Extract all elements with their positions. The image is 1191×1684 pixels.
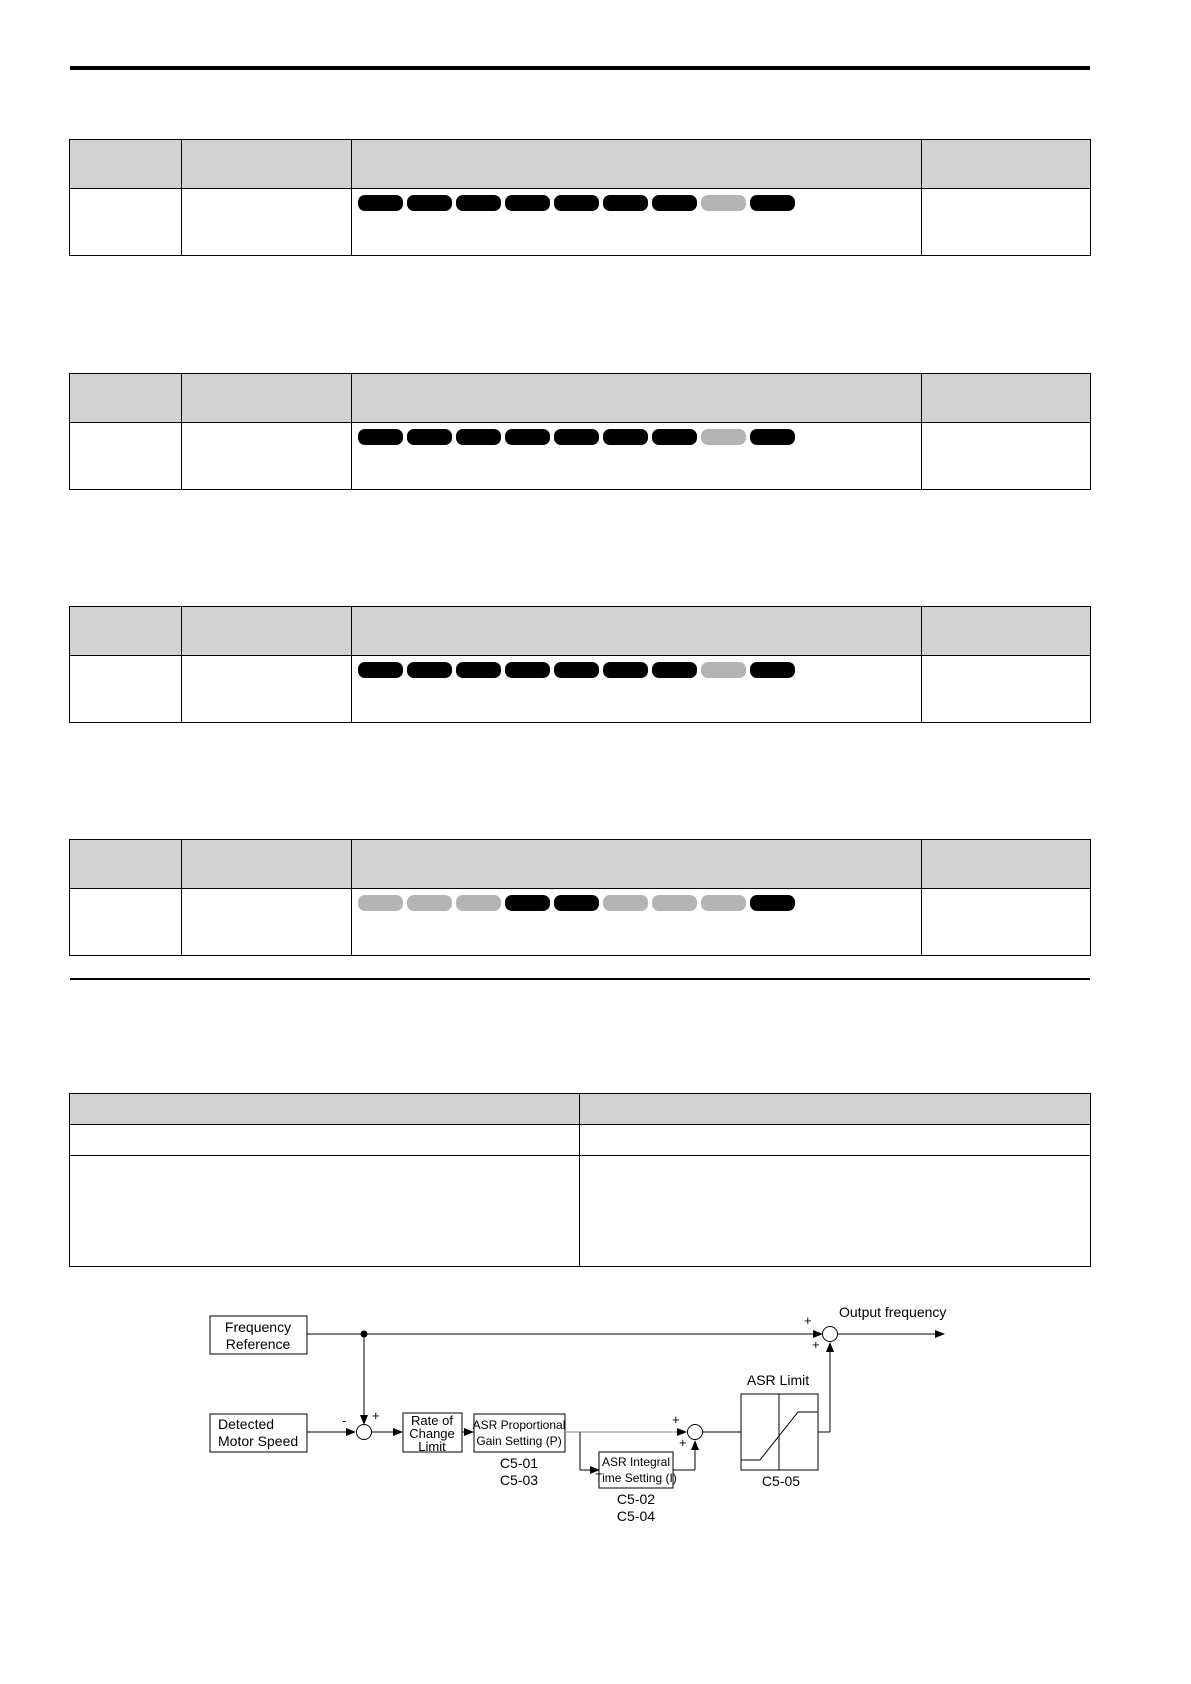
table-cell	[922, 189, 1091, 256]
table-cell	[922, 656, 1091, 723]
control-mode-indicators	[352, 189, 921, 211]
parameter-code: C5-04	[616, 1508, 656, 1524]
header-cell	[922, 374, 1091, 423]
header-cell	[922, 607, 1091, 656]
control-mode-indicator-disabled	[701, 662, 746, 678]
header-cell	[70, 374, 182, 423]
control-mode-indicator-disabled	[456, 895, 501, 911]
control-mode-cell	[352, 889, 922, 956]
control-mode-indicator-enabled	[456, 195, 501, 211]
table-cell	[580, 1125, 1091, 1156]
speed-error-summing-junction	[357, 1425, 372, 1440]
control-mode-indicator-enabled	[505, 662, 550, 678]
header-cell	[922, 140, 1091, 189]
asr-integral-label: Time Setting (I)	[595, 1471, 677, 1485]
table-cell	[182, 423, 352, 490]
table-row	[70, 423, 1091, 490]
control-mode-indicator-disabled	[701, 195, 746, 211]
asr-proportional-label: ASR Proportional	[472, 1418, 566, 1432]
plus-sign: +	[672, 1412, 680, 1427]
control-mode-indicator-disabled	[358, 895, 403, 911]
detected-motor-speed-label: Detected	[218, 1416, 275, 1432]
control-mode-indicator-enabled	[505, 429, 550, 445]
table-cell	[70, 423, 182, 490]
table-cell	[70, 1125, 580, 1156]
control-mode-cell	[352, 189, 922, 256]
table-cell	[922, 889, 1091, 956]
parameter-code: C5-05	[761, 1473, 801, 1489]
header-cell	[352, 140, 922, 189]
control-mode-indicator-enabled	[358, 195, 403, 211]
parameter-code: C5-02	[616, 1491, 656, 1507]
control-mode-indicator-enabled	[652, 195, 697, 211]
section-divider	[70, 978, 1090, 980]
table-header-row	[70, 1094, 1091, 1125]
header-cell	[70, 140, 182, 189]
control-mode-indicator-enabled	[750, 895, 795, 911]
table-row	[70, 1156, 1091, 1267]
control-mode-indicator-enabled	[603, 195, 648, 211]
header-cell	[70, 607, 182, 656]
minus-sign: -	[342, 1413, 347, 1428]
control-mode-indicator-enabled	[358, 429, 403, 445]
parameter-code: C5-01	[499, 1455, 539, 1471]
asr-proportional-label: Gain Setting (P)	[476, 1434, 562, 1448]
settings-table	[69, 1093, 1091, 1267]
table-header-row	[70, 374, 1091, 423]
table-cell	[580, 1156, 1091, 1267]
plus-sign: +	[372, 1408, 380, 1423]
control-mode-indicator-enabled	[456, 429, 501, 445]
control-mode-indicator-disabled	[701, 429, 746, 445]
control-mode-indicators	[352, 423, 921, 445]
detected-motor-speed-label: Motor Speed	[218, 1433, 299, 1449]
header-cell	[182, 607, 352, 656]
parameter-table	[69, 373, 1091, 490]
table-row	[70, 189, 1091, 256]
parameter-table	[69, 606, 1091, 723]
control-mode-indicator-disabled	[603, 895, 648, 911]
plus-sign: +	[804, 1313, 812, 1328]
control-mode-indicator-enabled	[407, 429, 452, 445]
control-mode-indicator-enabled	[554, 895, 599, 911]
frequency-reference-label: Frequency	[224, 1319, 292, 1335]
parameter-table	[69, 839, 1091, 956]
control-mode-indicator-enabled	[358, 662, 403, 678]
control-mode-indicator-enabled	[750, 662, 795, 678]
header-cell	[922, 840, 1091, 889]
table-header-row	[70, 140, 1091, 189]
table-cell	[182, 889, 352, 956]
control-mode-indicator-enabled	[603, 429, 648, 445]
control-mode-indicators	[352, 889, 921, 911]
output-summing-junction	[823, 1327, 838, 1342]
control-mode-indicator-enabled	[407, 195, 452, 211]
control-mode-indicator-disabled	[652, 895, 697, 911]
parameter-code: C5-03	[499, 1472, 539, 1488]
control-mode-indicator-enabled	[652, 429, 697, 445]
table-cell	[70, 889, 182, 956]
header-cell	[352, 374, 922, 423]
rate-of-change-label: Limit	[418, 1439, 446, 1454]
control-mode-cell	[352, 656, 922, 723]
table-header-row	[70, 607, 1091, 656]
control-mode-indicator-enabled	[750, 429, 795, 445]
output-frequency-label: Output frequency	[839, 1304, 947, 1320]
header-cell	[352, 840, 922, 889]
table-cell	[182, 189, 352, 256]
rate-of-change-label: Rate of	[411, 1413, 453, 1428]
header-cell	[70, 1094, 580, 1125]
control-mode-indicator-enabled	[407, 662, 452, 678]
header-cell	[352, 607, 922, 656]
top-rule	[70, 66, 1090, 70]
header-cell	[182, 840, 352, 889]
table-cell	[922, 423, 1091, 490]
control-mode-indicator-enabled	[505, 195, 550, 211]
rate-of-change-label: Change	[409, 1426, 455, 1441]
control-mode-indicator-enabled	[554, 195, 599, 211]
control-mode-indicator-enabled	[652, 662, 697, 678]
plus-sign: +	[679, 1435, 687, 1450]
table-row	[70, 1125, 1091, 1156]
control-mode-cell	[352, 423, 922, 490]
asr-integral-label: ASR Integral	[601, 1455, 671, 1469]
control-mode-indicator-enabled	[554, 662, 599, 678]
control-mode-indicator-enabled	[456, 662, 501, 678]
plus-sign: +	[812, 1337, 820, 1352]
table-cell	[70, 656, 182, 723]
control-mode-indicator-disabled	[407, 895, 452, 911]
control-mode-indicator-enabled	[505, 895, 550, 911]
table-header-row	[70, 840, 1091, 889]
table-cell	[182, 656, 352, 723]
parameter-table	[69, 139, 1091, 256]
header-cell	[580, 1094, 1091, 1125]
header-cell	[182, 140, 352, 189]
control-mode-indicator-enabled	[603, 662, 648, 678]
table-cell	[70, 1156, 580, 1267]
table-row	[70, 889, 1091, 956]
table-cell	[70, 189, 182, 256]
asr-block-diagram	[0, 1300, 1191, 1560]
header-cell	[70, 840, 182, 889]
pi-summing-junction	[688, 1425, 703, 1440]
table-row	[70, 656, 1091, 723]
frequency-reference-label: Reference	[225, 1336, 291, 1352]
header-cell	[182, 374, 352, 423]
control-mode-indicator-disabled	[701, 895, 746, 911]
control-mode-indicator-enabled	[554, 429, 599, 445]
control-mode-indicators	[352, 656, 921, 678]
asr-limit-label: ASR Limit	[746, 1372, 810, 1388]
control-mode-indicator-enabled	[750, 195, 795, 211]
